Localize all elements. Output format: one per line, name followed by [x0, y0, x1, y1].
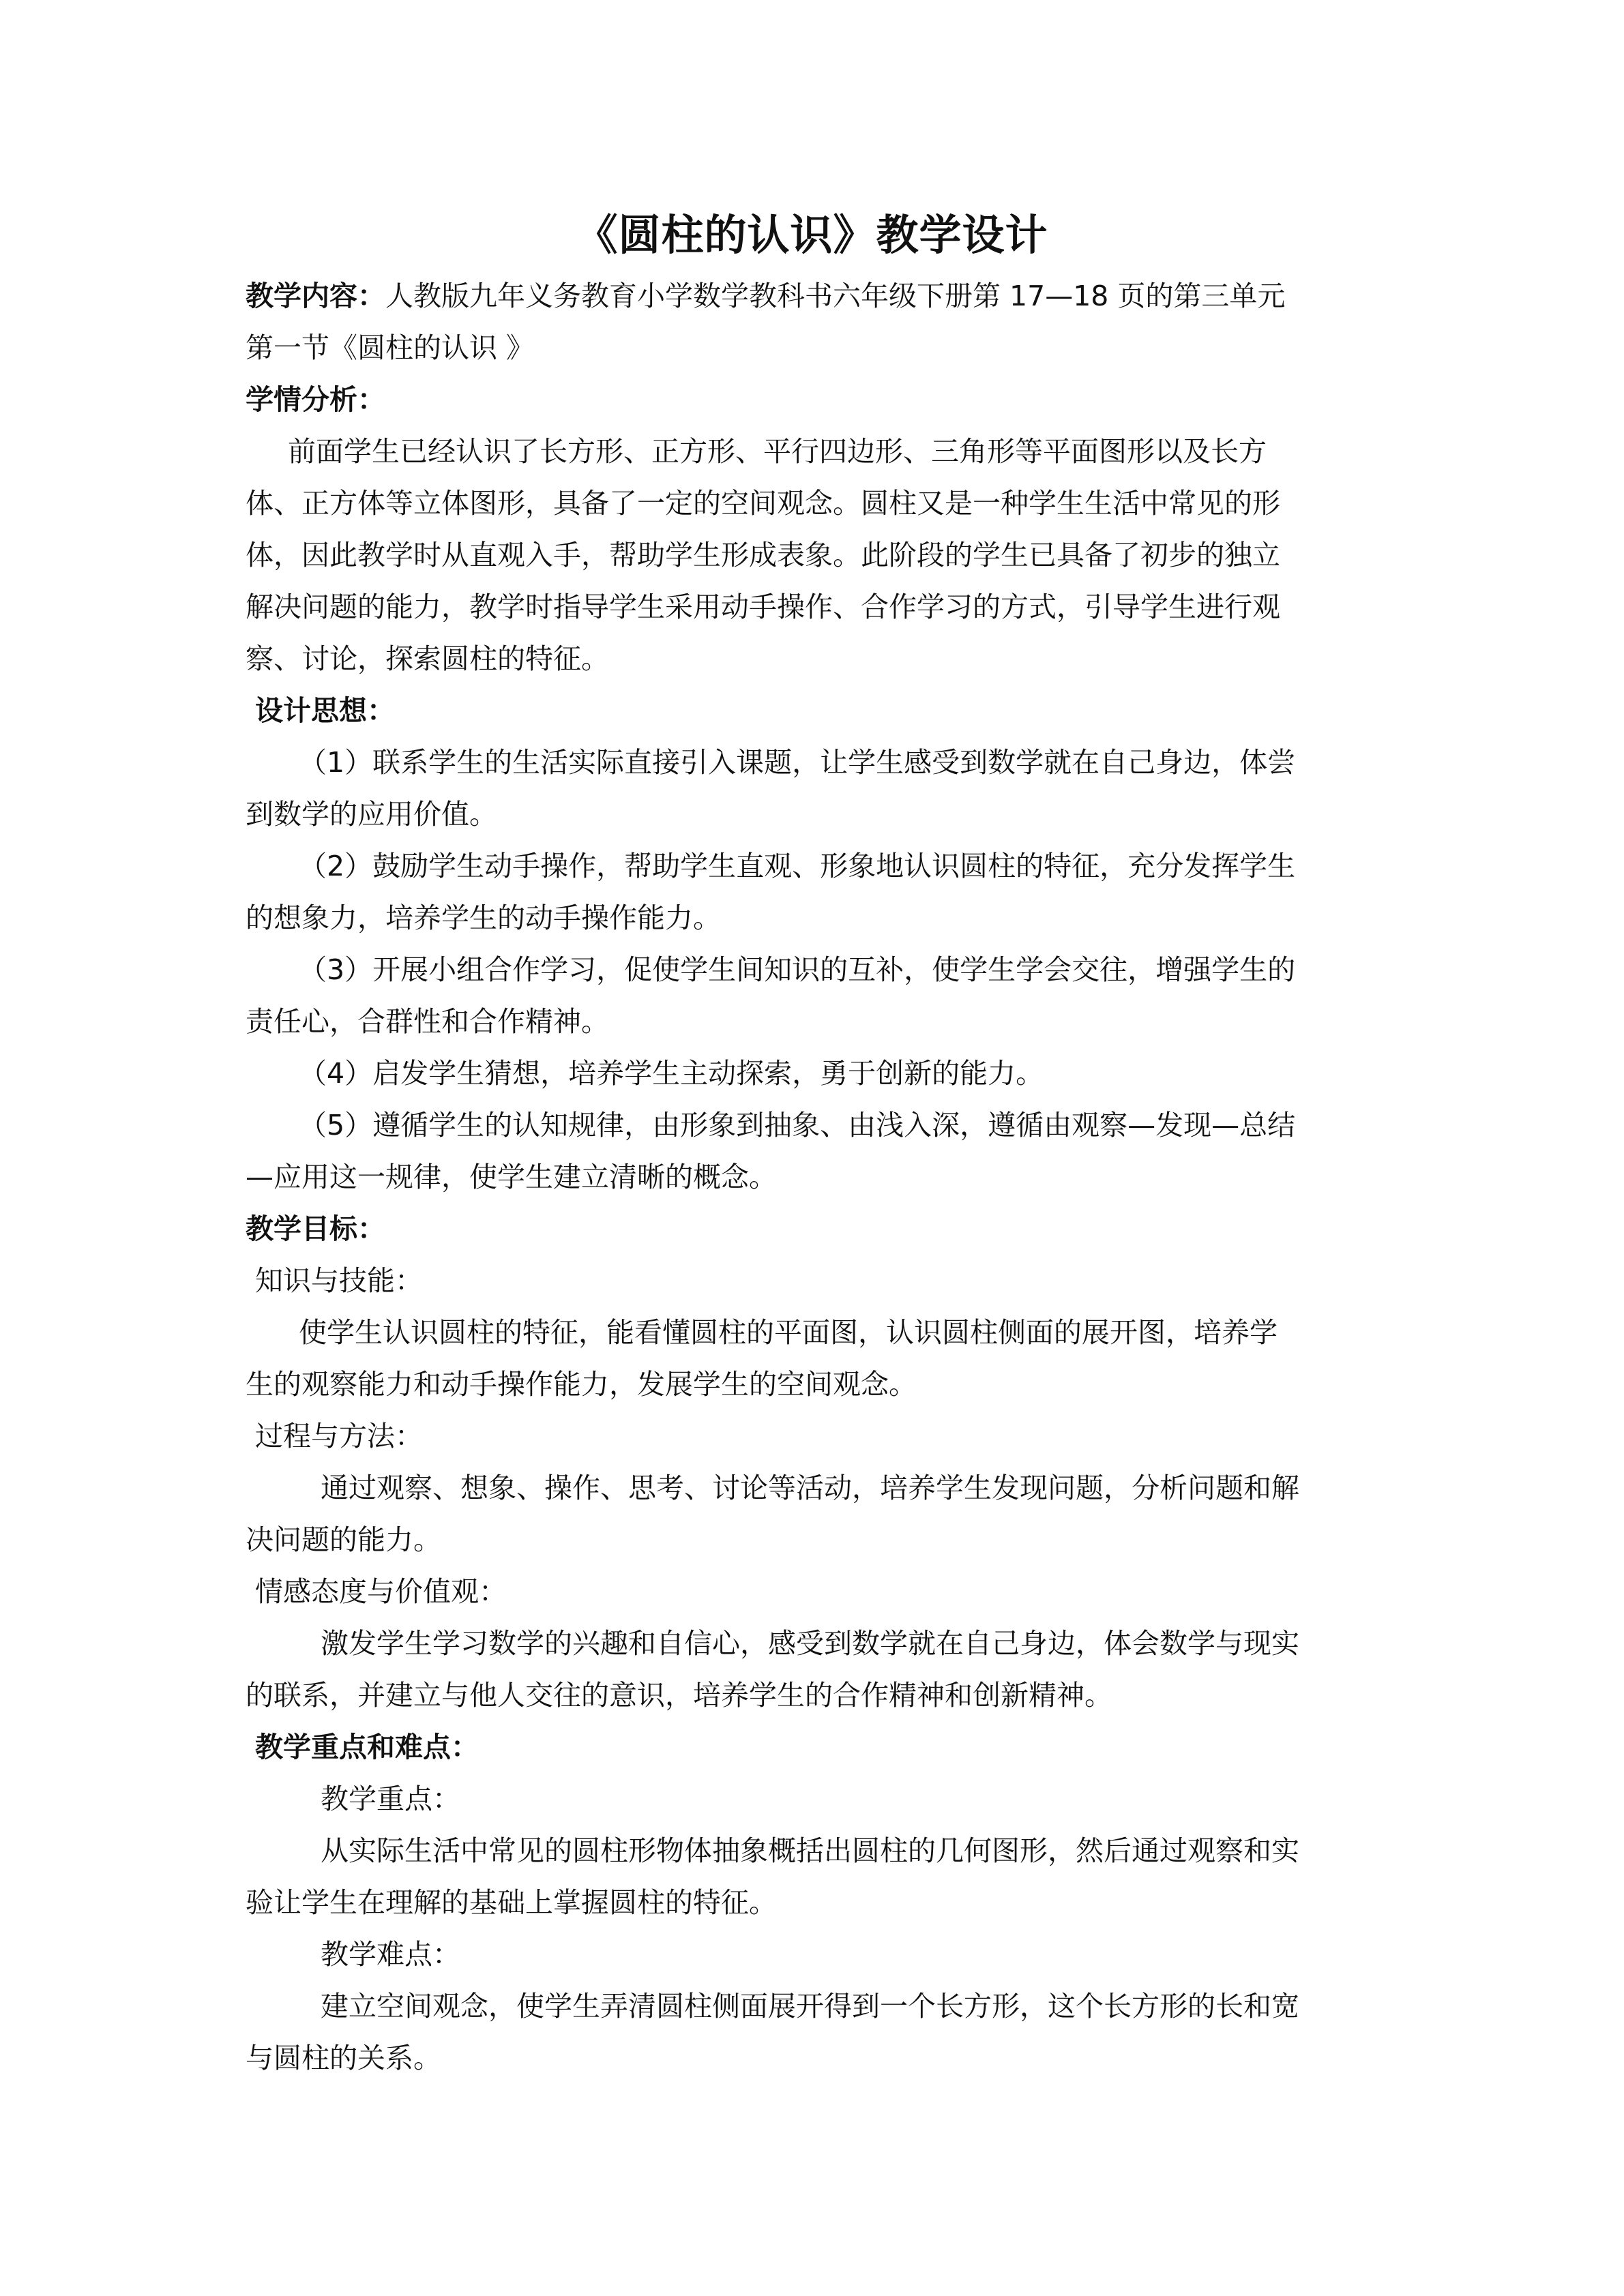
goals-knowledge-label: 知识与技能： — [255, 1264, 423, 1297]
analysis-line-1: 前面学生已经认识了长方形、正方形、平行四边形、三角形等平面图形以及长方 — [288, 435, 1267, 468]
keypoints-focus-line-2: 验让学生在理解的基础上掌握圆柱的特征。 — [246, 1886, 777, 1919]
design-item-4-line-1: （4）启发学生猜想，培养学生主动探索，勇于创新的能力。 — [299, 1057, 1044, 1090]
design-item-3-line-1: （3）开展小组合作学习，促使学生间知识的互补，使学生学会交往，增强学生的 — [299, 953, 1296, 986]
goals-process-line-2: 决问题的能力。 — [246, 1523, 441, 1556]
document-title: 《圆柱的认识》教学设计 — [575, 210, 1048, 260]
design-item-1-line-1: （1）联系学生的生活实际直接引入课题，让学生感受到数学就在自己身边，体尝 — [299, 746, 1296, 779]
keypoints-focus-label: 教学重点： — [321, 1783, 460, 1815]
goals-process-label: 过程与方法： — [255, 1420, 423, 1452]
analysis-line-3: 体，因此教学时从直观入手，帮助学生形成表象。此阶段的学生已具备了初步的独立 — [246, 539, 1280, 571]
analysis-line-2: 体、正方体等立体图形，具备了一定的空间观念。圆柱又是一种学生生活中常见的形 — [246, 487, 1280, 520]
design-item-2-line-2: 的想象力，培养学生的动手操作能力。 — [246, 901, 721, 934]
goals-process-line-1: 通过观察、想象、操作、思考、讨论等活动，培养学生发现问题，分析问题和解 — [321, 1472, 1299, 1504]
document-page — [246, 205, 1378, 2084]
content-line-2: 第一节《圆柱的认识 》 — [246, 331, 535, 364]
keypoints-difficulty-label: 教学难点： — [321, 1938, 460, 1971]
analysis-line-4: 解决问题的能力，教学时指导学生采用动手操作、合作学习的方式，引导学生进行观 — [246, 591, 1280, 623]
content-text-1: 人教版九年义务教育小学数学教科书六年级下册第 17—18 页的第三单元 — [385, 280, 1286, 312]
analysis-heading: 学情分析： — [246, 383, 385, 416]
design-heading: 设计思想： — [255, 694, 395, 727]
goals-emotion-line-2: 的联系，并建立与他人交往的意识，培养学生的合作精神和创新精神。 — [246, 1679, 1112, 1712]
design-item-5-line-1: （5）遵循学生的认知规律，由形象到抽象、由浅入深，遵循由观察—发现—总结 — [299, 1109, 1296, 1142]
design-item-2-line-1: （2）鼓励学生动手操作，帮助学生直观、形象地认识圆柱的特征，充分发挥学生 — [299, 850, 1296, 882]
keypoints-difficulty-line-1: 建立空间观念，使学生弄清圆柱侧面展开得到一个长方形，这个长方形的长和宽 — [321, 1990, 1299, 2023]
content-line-1 — [246, 270, 1378, 322]
design-item-3-line-2: 责任心，合群性和合作精神。 — [246, 1005, 609, 1038]
keypoints-difficulty-line-2: 与圆柱的关系。 — [246, 2042, 441, 2074]
goals-knowledge-line-1: 使学生认识圆柱的特征，能看懂圆柱的平面图，认识圆柱侧面的展开图，培养学 — [299, 1316, 1278, 1349]
goals-heading: 教学目标： — [246, 1212, 385, 1245]
goals-emotion-label: 情感态度与价值观： — [255, 1575, 507, 1608]
keypoints-focus-line-1: 从实际生活中常见的圆柱形物体抽象概括出圆柱的几何图形，然后通过观察和实 — [321, 1834, 1299, 1867]
keypoints-heading: 教学重点和难点： — [255, 1731, 479, 1763]
design-item-1-line-2: 到数学的应用价值。 — [246, 798, 497, 831]
content-label: 教学内容： — [246, 280, 385, 312]
design-item-5-line-2: —应用这一规律，使学生建立清晰的概念。 — [246, 1161, 777, 1193]
analysis-line-5: 察、讨论，探索圆柱的特征。 — [246, 642, 609, 675]
goals-knowledge-line-2: 生的观察能力和动手操作能力，发展学生的空间观念。 — [246, 1368, 917, 1401]
goals-emotion-line-1: 激发学生学习数学的兴趣和自信心，感受到数学就在自己身边，体会数学与现实 — [321, 1627, 1299, 1660]
